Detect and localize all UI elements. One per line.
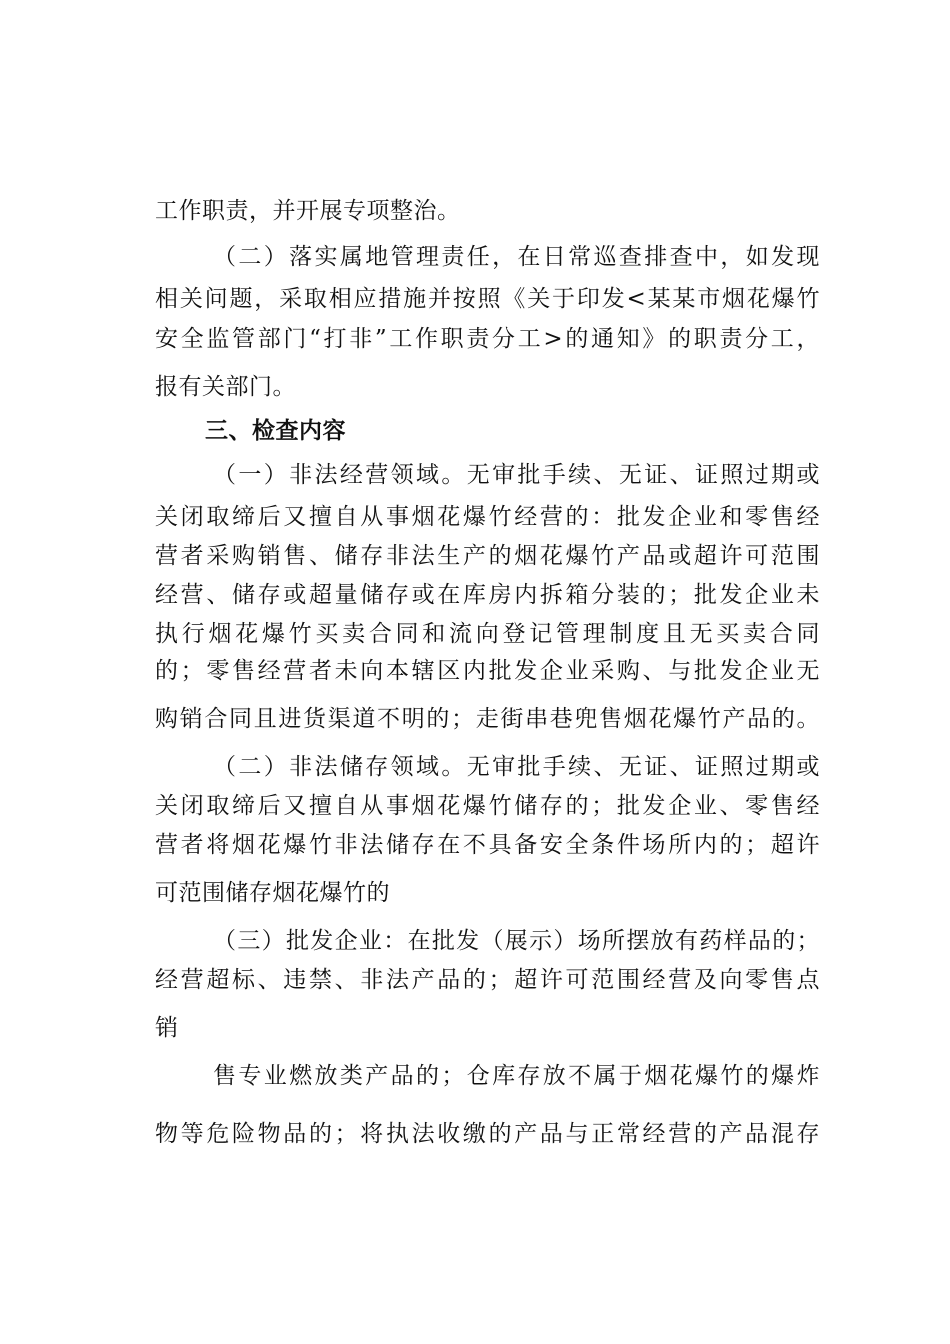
body-text-line: 可范围储存烟花爆竹的 — [155, 880, 390, 906]
body-text-line: 购销合同且进货渠道不明的；走街串巷兜售烟花爆竹产品的。 — [155, 706, 820, 732]
paragraph-first-line: （二）非法储存领域。无审批手续、无证、证照过期或 — [213, 754, 820, 780]
body-text-line: 工作职责，并开展专项整治。 — [155, 198, 461, 224]
body-text-line: 报有关部门。 — [155, 374, 296, 400]
body-text-line: 物等危险物品的；将执法收缴的产品与正常经营的产品混存 — [155, 1121, 820, 1147]
body-text-line: 关闭取缔后又擅自从事烟花爆竹经营的：批发企业和零售经 — [155, 504, 820, 530]
body-text-line: 营者采购销售、储存非法生产的烟花爆竹产品或超许可范围 — [155, 543, 820, 569]
body-text-line: 营者将烟花爆竹非法储存在不具备安全条件场所内的；超许 — [155, 832, 820, 858]
body-text-line: 相关问题，采取相应措施并按照《关于印发<某某市烟花爆竹 — [155, 286, 820, 312]
body-text-line: 执行烟花爆竹买卖合同和流向登记管理制度且无买卖合同 — [155, 621, 820, 647]
body-text-line: 销 — [155, 1015, 179, 1041]
paragraph-first-line: （一）非法经营领域。无审批手续、无证、证照过期或 — [213, 462, 820, 488]
body-text-line: 的；零售经营者未向本辖区内批发企业采购、与批发企业无 — [155, 658, 820, 684]
paragraph-first-line: （二）落实属地管理责任，在日常巡查排查中，如发现 — [213, 244, 820, 270]
section-heading: 三、检查内容 — [205, 418, 346, 444]
body-text-line: 经营、储存或超量储存或在库房内拆箱分装的；批发企业未 — [155, 582, 820, 608]
body-text-line: 经营超标、违禁、非法产品的；超许可范围经营及向零售点 — [155, 967, 820, 993]
body-text-line: 关闭取缔后又擅自从事烟花爆竹储存的；批发企业、零售经 — [155, 793, 820, 819]
paragraph-first-line: 售专业燃放类产品的；仓库存放不属于烟花爆竹的爆炸 — [213, 1063, 820, 1089]
body-text-line: 安全监管部门“打非”工作职责分工>的通知》的职责分工， — [155, 326, 820, 352]
paragraph-first-line: （三）批发企业：在批发（展示）场所摆放有药样品的； — [213, 928, 820, 954]
